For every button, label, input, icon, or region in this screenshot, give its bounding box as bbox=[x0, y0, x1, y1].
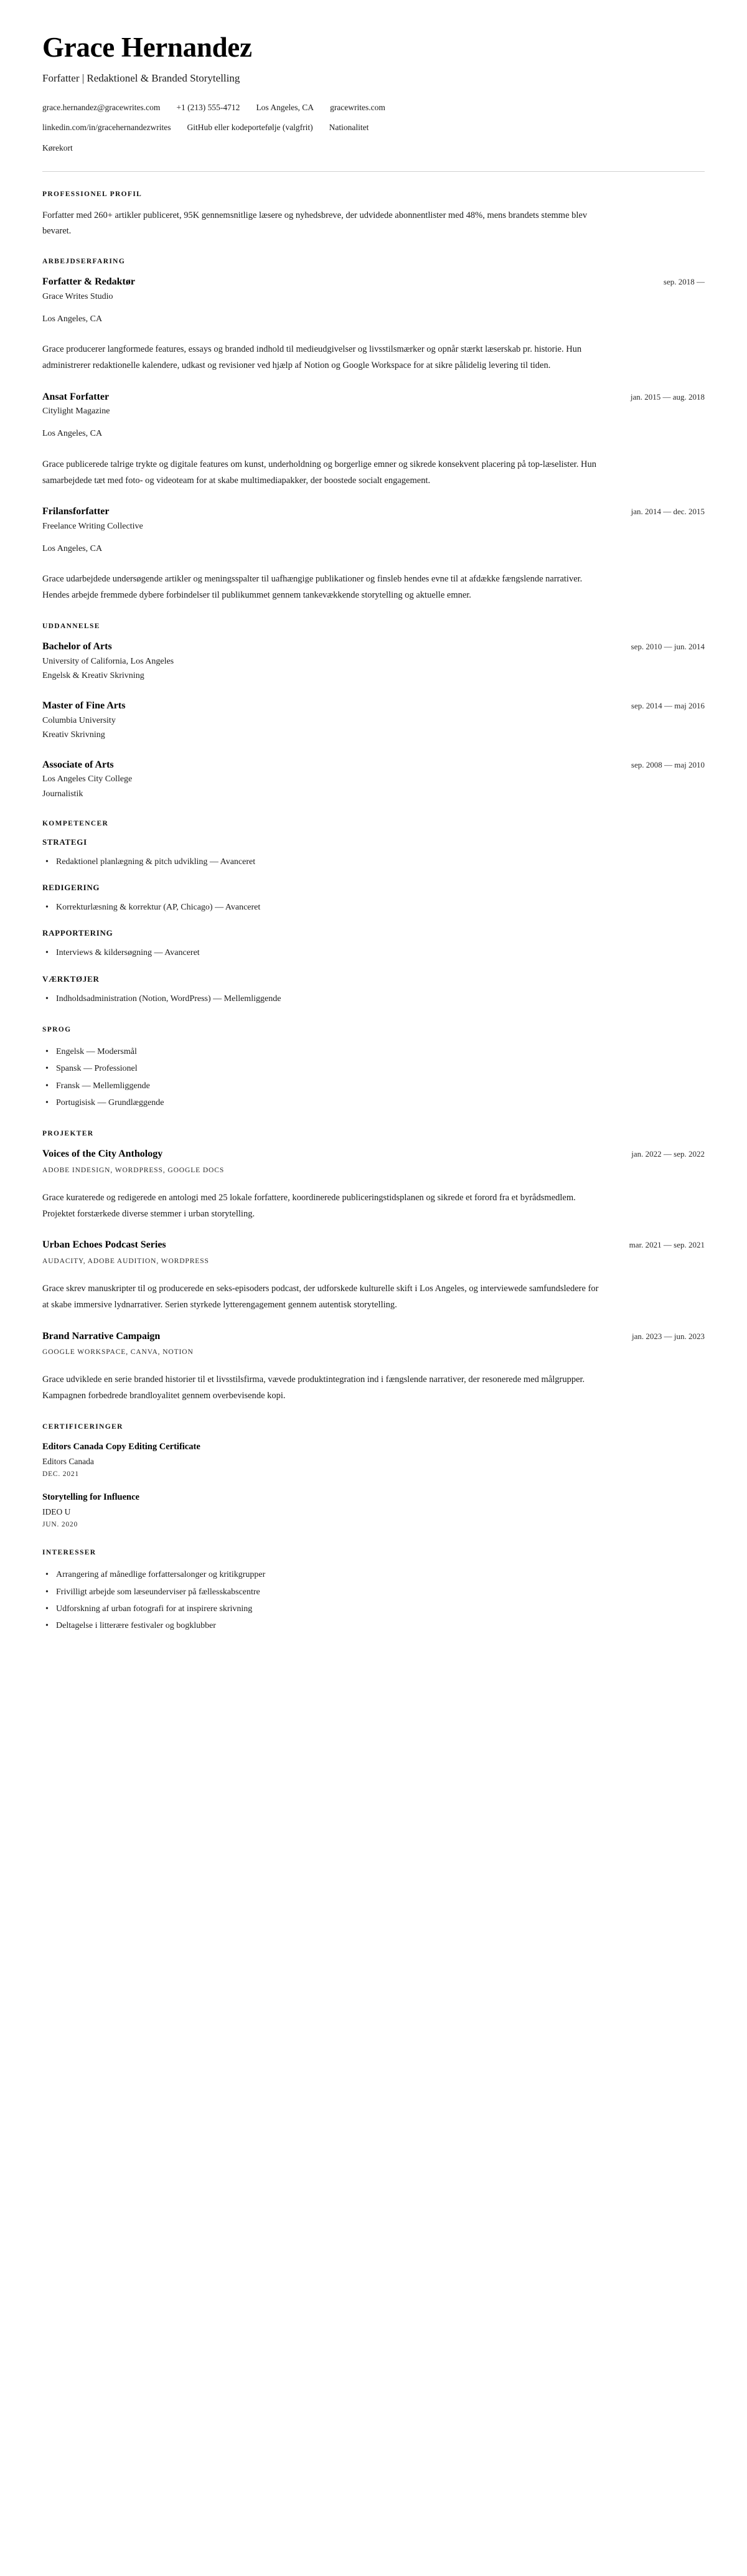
project-dates: jan. 2023 — jun. 2023 bbox=[632, 1331, 705, 1341]
experience-role: Forfatter & Redaktør bbox=[42, 276, 135, 288]
education-field: Kreativ Skrivning bbox=[42, 730, 105, 740]
section-title-interests: INTERESSER bbox=[42, 1549, 96, 1557]
candidate-name: Grace Hernandez bbox=[42, 32, 252, 63]
language-item: • Fransk — Mellemliggende bbox=[56, 1078, 705, 1094]
certification-name: Storytelling for Influence bbox=[42, 1492, 139, 1503]
experience-description: Grace producerer langformede features, essays og branded indhold til medieudgivelser og livsstilsmærker og opnår stærkt læserskab pr. historie. Hun administrerer redaktionelle kalendere, udkast og revisioner ved hjælp af Notion og Google Workspace for at sikre pålidelig levering til tiden. bbox=[42, 344, 582, 371]
project-description: Grace skrev manuskripter til og producerede en seks-episoders podcast, der udforskede kulturelle skift i Los Angeles, og interviewede samfundsledere for at skabe immersive lydnarrativer. Serien styrkede lytterengagement gennem autentisk storytelling. bbox=[42, 1284, 599, 1310]
experience-dates: jan. 2014 — dec. 2015 bbox=[631, 507, 705, 517]
experience-company: Citylight Magazine bbox=[42, 407, 110, 416]
skill-list bbox=[42, 899, 705, 916]
candidate-headline: Forfatter | Redaktionel & Branded Storytelling bbox=[42, 72, 240, 84]
project-entry bbox=[42, 1238, 705, 1313]
education-entry bbox=[42, 699, 705, 742]
skill-group bbox=[42, 928, 705, 961]
section-title-projects: PROJEKTER bbox=[42, 1130, 94, 1138]
experience-entry bbox=[42, 390, 705, 489]
contact-website[interactable]: gracewrites.com bbox=[330, 102, 385, 112]
experience-location: Los Angeles, CA bbox=[42, 429, 103, 439]
experience-role: Frilansforfatter bbox=[42, 506, 110, 517]
interest-item: • Udforskning af urban fotografi for at inspirere skrivning bbox=[56, 1601, 705, 1617]
skill-item: • Korrekturlæsning & korrektur (AP, Chicago) — Avanceret bbox=[56, 899, 705, 916]
certification-date: DEC. 2021 bbox=[42, 1470, 79, 1478]
experience-entry-head bbox=[42, 505, 705, 519]
certification-issuer: Editors Canada bbox=[42, 1456, 94, 1466]
interest-item: • Deltagelse i litterære festivaler og bogklubber bbox=[56, 1617, 705, 1634]
education-degree: Bachelor of Arts bbox=[42, 641, 112, 652]
certification-name: Editors Canada Copy Editing Certificate bbox=[42, 1441, 200, 1452]
experience-role: Ansat Forfatter bbox=[42, 391, 110, 402]
certification-entry bbox=[42, 1441, 705, 1480]
language-item: • Spansk — Professionel bbox=[56, 1060, 705, 1077]
language-item: • Portugisisk — Grundlæggende bbox=[56, 1094, 705, 1111]
skill-group-name: RAPPORTERING bbox=[42, 928, 113, 938]
skill-group bbox=[42, 974, 705, 1007]
education-field: Journalistik bbox=[42, 789, 83, 799]
contact-linkedin[interactable]: linkedin.com/in/gracehernandezwrites bbox=[42, 123, 171, 133]
contact-row-1 bbox=[42, 101, 705, 114]
section-title-skills: KOMPETENCER bbox=[42, 819, 109, 827]
profile-summary-text: Forfatter med 260+ artikler publiceret, 95K gennemsnitlige læsere og nyhedsbreve, der udvidede abonnentlister med 48%, mens brandets stemme blev bevaret. bbox=[42, 210, 588, 237]
interest-list bbox=[42, 1566, 705, 1634]
education-entry bbox=[42, 640, 705, 683]
education-degree: Associate of Arts bbox=[42, 759, 114, 770]
skill-item: • Redaktionel planlægning & pitch udvikling — Avanceret bbox=[56, 853, 705, 870]
experience-entry-head bbox=[42, 390, 705, 404]
experience-dates: jan. 2015 — aug. 2018 bbox=[630, 392, 705, 402]
skill-group-name: STRATEGI bbox=[42, 837, 87, 847]
education-school: Columbia University bbox=[42, 715, 116, 725]
project-entry bbox=[42, 1330, 705, 1404]
skill-list bbox=[42, 944, 705, 961]
project-tech: GOOGLE WORKSPACE, CANVA, NOTION bbox=[42, 1348, 194, 1356]
education-entry-head bbox=[42, 699, 705, 713]
section-skills bbox=[42, 820, 705, 1007]
interest-item: • Frivilligt arbejde som læseunderviser på fællesskabscentre bbox=[56, 1584, 705, 1601]
skill-group bbox=[42, 883, 705, 916]
certification-date: JUN. 2020 bbox=[42, 1521, 78, 1529]
section-languages bbox=[42, 1026, 705, 1111]
education-dates: sep. 2010 — jun. 2014 bbox=[631, 641, 705, 651]
experience-company: Freelance Writing Collective bbox=[42, 521, 143, 531]
section-title-education: UDDANNELSE bbox=[42, 622, 100, 630]
contact-nationality: Nationalitet bbox=[329, 123, 369, 133]
experience-description: Grace publicerede talrige trykte og digitale features om kunst, underholdning og borgerlige emner og sikrede konsekvent placering på top-læselister. Hun samarbejdede tæt med foto- og videoteam for at skabe multimediapakker, der boostede socialt engagement. bbox=[42, 459, 597, 486]
section-profile bbox=[42, 190, 705, 239]
section-education bbox=[42, 623, 705, 801]
contact-driving-licence: Kørekort bbox=[42, 143, 73, 153]
experience-entry bbox=[42, 275, 705, 374]
project-entry-head bbox=[42, 1147, 705, 1161]
skill-group-name: VÆRKTØJER bbox=[42, 974, 100, 984]
education-degree: Master of Fine Arts bbox=[42, 700, 126, 711]
section-title-profile: PROFESSIONEL PROFIL bbox=[42, 190, 143, 199]
contact-location: Los Angeles, CA bbox=[256, 102, 314, 112]
contact-github[interactable]: GitHub eller kodeportefølje (valgfrit) bbox=[187, 123, 313, 133]
skill-group-name: REDIGERING bbox=[42, 883, 100, 893]
contact-email[interactable]: grace.hernandez@gracewrites.com bbox=[42, 102, 161, 112]
certification-entry bbox=[42, 1491, 705, 1530]
skill-item: • Indholdsadministration (Notion, WordPress) — Mellemliggende bbox=[56, 990, 705, 1007]
contact-row-2 bbox=[42, 121, 705, 134]
project-name: Brand Narrative Campaign bbox=[42, 1330, 161, 1342]
contact-phone[interactable]: +1 (213) 555-4712 bbox=[176, 102, 240, 112]
experience-entry-head bbox=[42, 275, 705, 289]
education-dates: sep. 2008 — maj 2010 bbox=[631, 759, 705, 769]
section-title-languages: SPROG bbox=[42, 1026, 72, 1034]
experience-entry bbox=[42, 505, 705, 604]
section-title-experience: ARBEJDSERFARING bbox=[42, 258, 126, 266]
skill-item: • Interviews & kildersøgning — Avanceret bbox=[56, 944, 705, 961]
education-school: University of California, Los Angeles bbox=[42, 656, 174, 666]
project-entry bbox=[42, 1147, 705, 1222]
education-entry-head bbox=[42, 640, 705, 654]
experience-location: Los Angeles, CA bbox=[42, 314, 103, 324]
project-dates: jan. 2022 — sep. 2022 bbox=[631, 1149, 705, 1159]
education-entry bbox=[42, 758, 705, 801]
experience-description: Grace udarbejdede undersøgende artikler og meningsspalter til uafhængige publikationer og finsleb hendes evne til at afdække fængslende narrativer. Hendes arbejde fremmede dybere forbindelser til publikummet gennem tankevækkende storytelling og aktuelle emner. bbox=[42, 574, 583, 601]
education-dates: sep. 2014 — maj 2016 bbox=[631, 700, 705, 710]
section-title-certifications: CERTIFICERINGER bbox=[42, 1422, 123, 1431]
experience-dates: sep. 2018 — bbox=[663, 277, 705, 287]
section-certifications bbox=[42, 1423, 705, 1531]
resume-header bbox=[42, 32, 705, 172]
project-name: Voices of the City Anthology bbox=[42, 1149, 163, 1160]
project-entry-head bbox=[42, 1238, 705, 1252]
project-dates: mar. 2021 — sep. 2021 bbox=[629, 1240, 705, 1250]
interest-item: • Arrangering af månedlige forfattersalonger og kritikgrupper bbox=[56, 1566, 705, 1583]
skill-list bbox=[42, 990, 705, 1007]
header-divider bbox=[42, 171, 705, 172]
contact-row-3 bbox=[42, 142, 705, 154]
project-tech: ADOBE INDESIGN, WORDPRESS, GOOGLE DOCS bbox=[42, 1166, 225, 1174]
experience-company: Grace Writes Studio bbox=[42, 291, 113, 301]
project-description: Grace kuraterede og redigerede en antologi med 25 lokale forfattere, koordinerede publiceringstidsplanen og sikrede et forord fra et byrådsmedlem. Projektet forstærkede diverse stemmer i urban storytelling. bbox=[42, 1192, 576, 1219]
project-name: Urban Echoes Podcast Series bbox=[42, 1239, 166, 1251]
section-experience bbox=[42, 258, 705, 604]
education-school: Los Angeles City College bbox=[42, 774, 133, 784]
language-item: • Engelsk — Modersmål bbox=[56, 1043, 705, 1060]
education-entry-head bbox=[42, 758, 705, 772]
education-field: Engelsk & Kreativ Skrivning bbox=[42, 671, 144, 681]
experience-location: Los Angeles, CA bbox=[42, 543, 103, 553]
project-description: Grace udviklede en serie branded historier til et livsstilsfirma, vævede produktintegration ind i fængslende narrativer, der resonerede med målgrupper. Kampagnen forbedrede brandloyalitet gennem overbevisende kopi. bbox=[42, 1375, 585, 1401]
section-interests bbox=[42, 1549, 705, 1634]
skill-list bbox=[42, 853, 705, 870]
certification-issuer: IDEO U bbox=[42, 1507, 71, 1516]
language-list bbox=[42, 1043, 705, 1111]
project-tech: AUDACITY, ADOBE AUDITION, WORDPRESS bbox=[42, 1257, 209, 1265]
section-projects bbox=[42, 1130, 705, 1404]
project-entry-head bbox=[42, 1330, 705, 1343]
skill-group bbox=[42, 837, 705, 870]
